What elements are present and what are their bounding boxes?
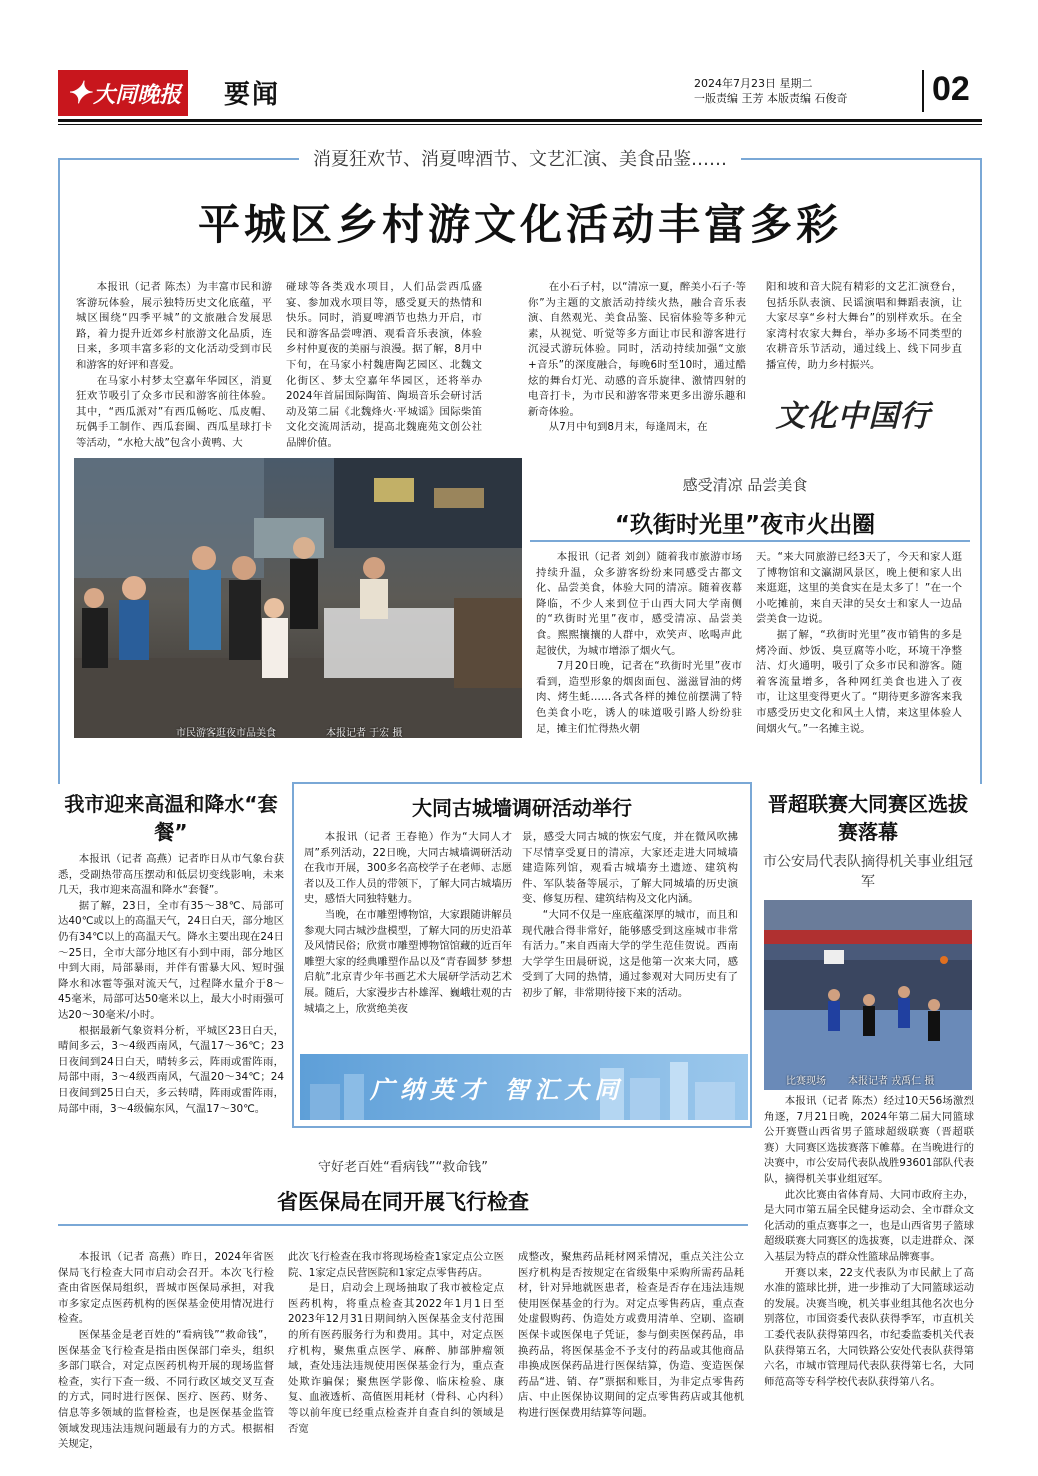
night-market-col-1 [536, 550, 742, 737]
medical-col-3 [518, 1250, 744, 1422]
medical-col-2 [288, 1250, 504, 1437]
medical-title: 省医保局在同开展飞行检查 [277, 1190, 529, 1214]
city-wall-col-2 [522, 830, 738, 1002]
paragraph: 本报讯（记者 陈杰）经过10天56场激烈角逐，7月21日晚，2024年第二届大同篮球公开赛暨山西省男子篮球超级联赛（晋超联赛）大同赛区选拔赛落下帷幕。在当晚进行的决赛中，市公安局代表队战胜93601部队代表队，摘得机关事业组冠军。 [764, 1095, 974, 1185]
paragraph: 景，感受大同古城的恢宏气度，并在微风吹拂下尽情享受夏日的清凉，大家还走进大同城墙建造陈列馆，观看古城墙夯土遗迹、建筑构件、军队装备等展示，了解大同城墙的历史演变、修复历程、建筑结构及文化内涵。 [522, 831, 738, 906]
logo-text: 大同晚报 [93, 81, 182, 108]
header-divider [922, 70, 924, 112]
night-market-rule [530, 540, 970, 542]
weather-body [58, 852, 284, 1117]
header-rule [58, 119, 982, 122]
medical-col-1 [58, 1250, 274, 1453]
night-market-col-2 [756, 550, 962, 737]
paragraph: 此次飞行检查在我市将现场检查1家定点公立医院、1家定点民营医院和1家定点零售药店。 [288, 1251, 504, 1279]
city-wall-title: 大同古城墙调研活动举行 [412, 796, 632, 820]
paragraph: 是日，启动会上现场抽取了我市被检定点医药机构，将重点检查其2022年1月1日至2023年12月31日期间纳入医保基金支付范围的所有医药服务行为和费用。其中，对定点医疗机构，聚焦重点医学、麻醉、肺部肿瘤领域，查处违法违规使用医保基金行为，重点查处欺诈骗保；聚焦医学影像、临床检验、康复、血液透析、高值医用耗材（骨科、心内科）等以前年度已经重点检查并自查自纠的领域是否宽 [288, 1282, 504, 1435]
night-market-kicker: 感受清凉 品尝美食 [682, 476, 808, 494]
section-name: 要闻 [224, 80, 281, 110]
paragraph: 当晚，在市雕塑博物馆，大家跟随讲解员参观大同古城沙盘模型，了解大同的历史沿革及风情民俗；欣赏市雕塑博物馆馆藏的近百年雕塑大家的经典雕塑作品以及“青春圆梦 梦想启航”北京青少年书画艺术大展研学活动艺术展。随后，大家漫步古朴雄浑、巍峨壮观的古城墙之上，欣赏绝美夜 [304, 908, 512, 1015]
paragraph: 开赛以来，22支代表队为市民献上了高水准的篮球比拼，进一步推动了大同篮球运动的发展。决赛当晚，机关事业组其他名次也分别落位，市国资委代表队获得季军，市直机关工委代表队获得第四名，市纪委监委机关代表队获得第五名，大同铁路公安处代表队获得第六名，市城市管理局代表队获得第七名，大同师范高等专科学校代表队获得第八名。 [764, 1266, 974, 1388]
issue-info [694, 76, 848, 106]
medical-kicker: 守好老百姓“看病钱”“救命钱” [318, 1160, 488, 1175]
paragraph: 本报讯（记者 高燕）昨日，2024年省医保局飞行检查大同市启动会召开。本次飞行检查由省医保局组织，晋城市医保局承担，对我市多家定点医药机构的医保基金使用情况进行检查。 [58, 1251, 274, 1326]
paragraph: 天。“来大同旅游已经3天了，今天和家人逛了博物馆和文瀛湖风景区，晚上便和家人出来逛逛，这里的美食实在是太多了！”在一个小吃摊前，来自天津的吴女士和家人一边品尝美食一边说。 [756, 551, 962, 626]
basketball-subtitle: 市公安局代表队摘得机关事业组冠军 [763, 854, 973, 890]
lead-col-2 [286, 280, 482, 452]
paragraph: 在马家小村梦太空嘉年华园区，消夏狂欢节吸引了众多市民和游客前往体验。其中，“西瓜派对”有西瓜畅吃、瓜皮帽、玩偶手工制作、西瓜套圈、西瓜星球打卡等活动，“水枪大战”包含小黄鸭、大 [76, 374, 272, 449]
paragraph: 此次比赛由省体育局、大同市政府主办，是大同市第五届全民健身运动会、全市群众文化活动的重点赛事之一，也是山西省男子篮球超级联赛大同赛区的选拔赛，以走进群众、深入基层为特点的群众性篮球品牌赛事。 [764, 1188, 974, 1263]
basketball-scene [764, 900, 972, 1090]
paragraph: 在小石子村，以“清凉一夏，醉美小石子·等你”为主题的文旅活动持续火热，融合音乐表演、自然观光、美食品鉴、民宿体验等多种元素，从视觉、听觉等多方面让市民和游客进行沉浸式游玩体验。同时，活动持续加强“文旅+音乐”的深度融合，每晚6时至10时，通过酷炫的舞台灯光、动感的音乐旋律、激情四射的电音打卡，为市民和游客带来更多出游乐趣和新奇体验。 [528, 281, 746, 418]
paragraph: 阳和坡和音大院有精彩的文艺汇演登台，包括乐队表演、民谣演唱和舞蹈表演，让大家尽享“乡村大舞台”的别样欢乐。在全家湾村农家大舞台，举办多场不同类型的农耕音乐节活动，通过线上、线下同步直播宣传，助力乡村振兴。 [766, 281, 962, 371]
paragraph: 本报讯（记者 高燕）记者昨日从市气象台获悉，受副热带高压摆动和低层切变线影响，未来几天，我市迎来高温和降水“套餐”。 [58, 853, 284, 897]
basketball-title: 晋超联赛大同赛区选拔赛落幕 [768, 792, 968, 844]
paragraph: 从7月中旬到8月末，每逢周末，在 [548, 421, 708, 434]
medical-rule [58, 1224, 748, 1226]
night-market-photo [74, 458, 522, 738]
photo-caption: 比赛现场 [786, 1076, 826, 1087]
newspaper-logo [58, 70, 188, 116]
paragraph: 据了解，“玖街时光里”夜市销售的多是烤冷面、炒饭、臭豆腐等小吃，环境干净整洁、灯火通明，吸引了众多市民和游客。随着客流量增多，各种网红美食也进入了夜市，让这里变得更火了。“期待更多游客来我市感受历史文化和风土人情，来这里体验人间烟火气。”一名摊主说。 [756, 628, 962, 735]
paragraph: 成整改，聚焦药品耗材网采情况，重点关注公立医疗机构是否按规定在省级集中采购所需药品耗材，针对异地就医患者，检查是否存在违法违规使用医保基金的行为。对定点零售药店，重点查处虚假购药、伪造处方或费用清单、空刷、盗刷医保卡或医保电子凭证，参与倒卖医保药品，串换药品，将医保基金不予支付的药品或其他商品串换成医保药品进行医保结算，伪造、变造医保药品“进、销、存”票据和账目，为非定点零售药店、中止医保协议期间的定点零售药店或其他机构进行医保费用结算等问题。 [518, 1251, 744, 1419]
banner-slogan: 广纳英才 智汇大同 [370, 1076, 625, 1104]
city-wall-col-1 [304, 830, 512, 1017]
basketball-body [764, 1094, 974, 1390]
culture-china-stamp: 文化中国行 [775, 399, 931, 434]
paragraph: “大同不仅是一座底蕴深厚的城市，而且和现代融合得非常好，能够感受到这座城市非常有活力。”来自西南大学的学生范佳贺说。西南大学学生田晨研说，这是他第一次来大同，感受到了大同的热情，通过参观对大同历史有了初步了解，非常期待接下来的活动。 [522, 908, 738, 999]
paragraph: 据了解，23日，全市有35～38℃、局部可达40℃或以上的高温天气，24日白天，部分地区仍有34℃以上的高温天气。降水主要出现在24日～25日，全市大部分地区有小到中雨，部分地区中到大雨，局部暴雨，并伴有雷暴大风、短时强降水和冰雹等强对流天气，过程降水量介于8～45毫米，局部可达50毫米以上，最大小时雨强可达20～30毫米/小时。 [58, 899, 284, 1021]
weather-title: 我市迎来高温和降水“套餐” [64, 792, 278, 844]
paragraph: 根据最新气象资料分析，平城区23日白天，晴间多云，3～4级西南风，气温17～36℃；23日夜间到24日白天，晴转多云，阵雨或雷阵雨，局部中雨，3～4级西南风，气温20～34℃；24日夜间到25日白天，多云转晴，阵雨或雷阵雨，局部中雨，3～4级偏东风，气温17～30℃。 [58, 1024, 284, 1115]
editors: 一版责编 王芳 本版责编 石俊奇 [694, 92, 848, 105]
basketball-photo [764, 900, 972, 1090]
issue-date: 2024年7月23日 星期二 [694, 77, 813, 90]
paragraph: 碰球等各类戏水项目，人们品尝西瓜盛宴、参加戏水项目等，感受夏天的热情和快乐。同时，消夏啤酒节也热力开启，市民和游客品尝啤酒、观看音乐表演，体验乡村仲夏夜的美丽与浪漫。据了解，8月中下旬，在马家小村魏唐陶艺园区、北魏文化街区、梦太空嘉年华园区，还将举办2024年首届国际陶笛、陶埙音乐会研讨活动及第二届《北魏烽火·平城谣》国际柴笛文化交流周活动，提高北魏鹿苑文创公社品牌价值。 [286, 281, 482, 449]
lead-col-1 [76, 280, 272, 452]
paragraph: 本报讯（记者 王春艳）作为“大同人才周”系列活动，22日晚，大同古城墙调研活动在我市开展，300多名高校学子在老师、志愿者以及工作人员的带领下，了解大同古城墙历史，感悟大同独特魅力。 [304, 831, 512, 906]
photo-credit: 本报记者 于宏 摄 [326, 728, 403, 738]
lead-col-4 [766, 280, 962, 374]
lead-kicker: 消夏狂欢节、消夏啤酒节、文艺汇演、美食品鉴…… [58, 145, 982, 171]
night-market-scene [74, 458, 522, 738]
paragraph: 本报讯（记者 刘剑）随着我市旅游市场持续升温，众多游客纷纷来同感受古都文化、品尝美食，体验大同的清凉。随着夜幕降临，不少人来到位于山西大同大学南侧的“玖街时光里”夜市，感受清凉、品尝美食。熙熙攘攘的人群中，欢笑声、吆喝声此起彼伏，为城市增添了烟火气。 [536, 551, 742, 657]
photo-credit: 本报记者 戎禹仁 摄 [848, 1076, 935, 1087]
night-market-title: “玖街时光里”夜市火出圈 [614, 512, 876, 538]
header-rule-thin [58, 124, 982, 125]
paragraph: 医保基金是老百姓的“看病钱”“救命钱”，医保基金飞行检查是指由医保部门牵头，组织多部门联合，对定点医药机构开展的现场监督检查，实行下查一级、不同行政区域交叉互查的方式，同时进行医保、医疗、医药、财务、信息等多领域的监督检查，也是医保基金监管领域发现违法违规问题最有力的方式。根据相关规定， [58, 1328, 274, 1451]
paragraph: 本报讯（记者 陈杰）为丰富市民和游客游玩体验，展示独特历史文化底蕴，平城区围绕“四季平城”的文旅融合发展思路，着力提升近郊乡村旅游文化品质，连日来，多项丰富多彩的文化活动受到市民和游客的好评和喜爱。 [76, 281, 272, 371]
logo-mark-icon: ✦ [66, 75, 92, 111]
lead-col-3 [528, 280, 746, 436]
lead-title: 平城区乡村游文化活动丰富多彩 [197, 200, 842, 249]
paragraph: 7月20日晚，记者在“玖街时光里”夜市看到，造型形象的烟囱面包、滋滋冒油的烤肉、烤生蚝……各式各样的摊位前摆满了特色美食小吃，诱人的味道吸引路人纷纷驻足，摊主们忙得热火朝 [536, 660, 742, 735]
page-number: 02 [932, 70, 970, 108]
photo-caption: 市民游客逛夜市品美食 [176, 728, 276, 738]
